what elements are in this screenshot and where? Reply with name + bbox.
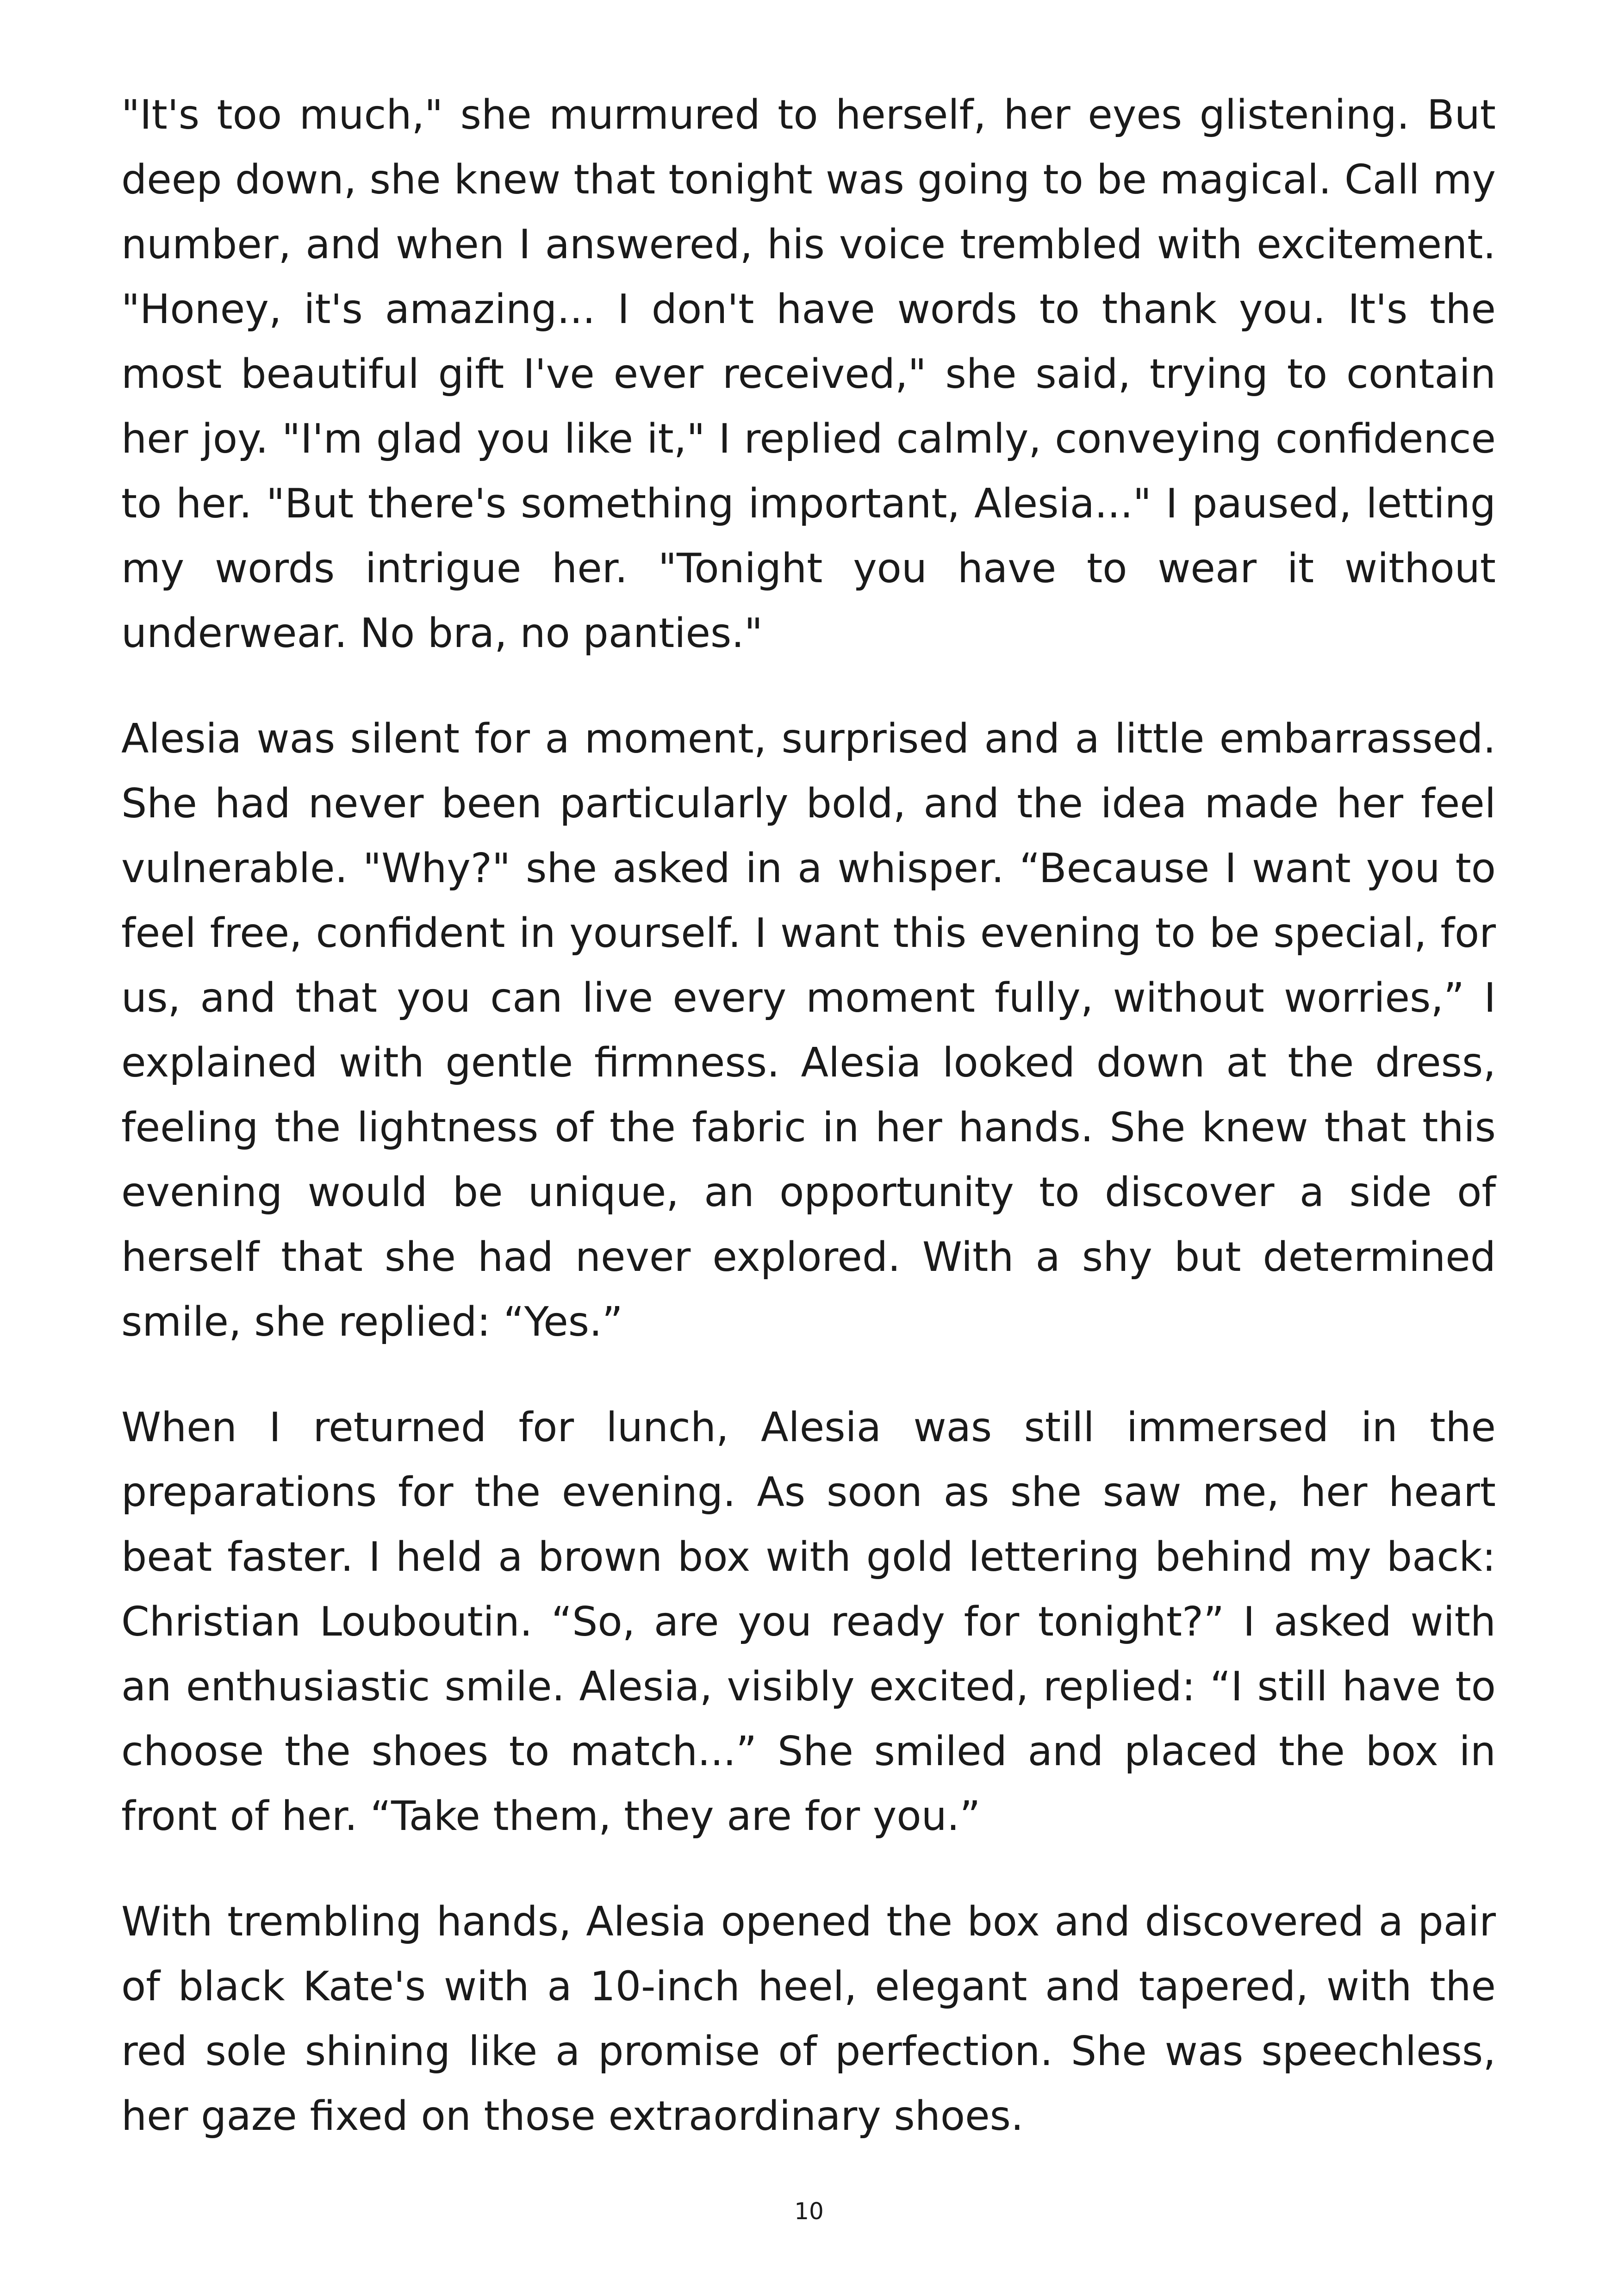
page-number: 10 xyxy=(794,2198,824,2225)
paragraph: "It's too much," she murmured to herself, her eyes glistening. But deep down, she knew that tonight was going to be magical. Call my number, and when I answered, his voice trembled with excitement. "Honey, it's amazing... I don't have words to thank you. It's the most beautiful gift I've ever received," she said, trying to contain her joy. "I'm glad you like it," I replied calmly, conveying confidence to her. "But there's something important, Alesia..." I paused, letting my words intrigue her. "Tonight you have to wear it without underwear. No bra, no panties." xyxy=(121,91,1496,657)
paragraph: With trembling hands, Alesia opened the box and discovered a pair of black Kate's with a 10-inch heel, elegant and tapered, with the red sole shining like a promise of perfection. She was speechless, her gaze fixed on those extraordinary shoes. xyxy=(121,1898,1496,2140)
body-text xyxy=(121,82,1496,2189)
paragraph: When I returned for lunch, Alesia was still immersed in the preparations for the evening. As soon as she saw me, her heart beat faster. I held a brown box with gold lettering behind my back: Christian Louboutin. “So, are you ready for tonight?” I asked with an enthusiastic smile. Alesia, visibly excited, replied: “I still have to choose the shoes to match...” She smiled and placed the box in front of her. “Take them, they are for you.” xyxy=(121,1404,1496,1840)
paragraph: Alesia was silent for a moment, surprised and a little embarrassed. She had never been particularly bold, and the idea made her feel vulnerable. "Why?" she asked in a whisper. “Because I want you to feel free, confident in yourself. I want this evening to be special, for us, and that you can live every moment fully, without worries,” I explained with gentle firmness. Alesia looked down at the dress, feeling the lightness of the fabric in her hands. She knew that this evening would be unique, an opportunity to discover a side of herself that she had never explored. With a shy but determined smile, she replied: “Yes.” xyxy=(121,715,1496,1345)
